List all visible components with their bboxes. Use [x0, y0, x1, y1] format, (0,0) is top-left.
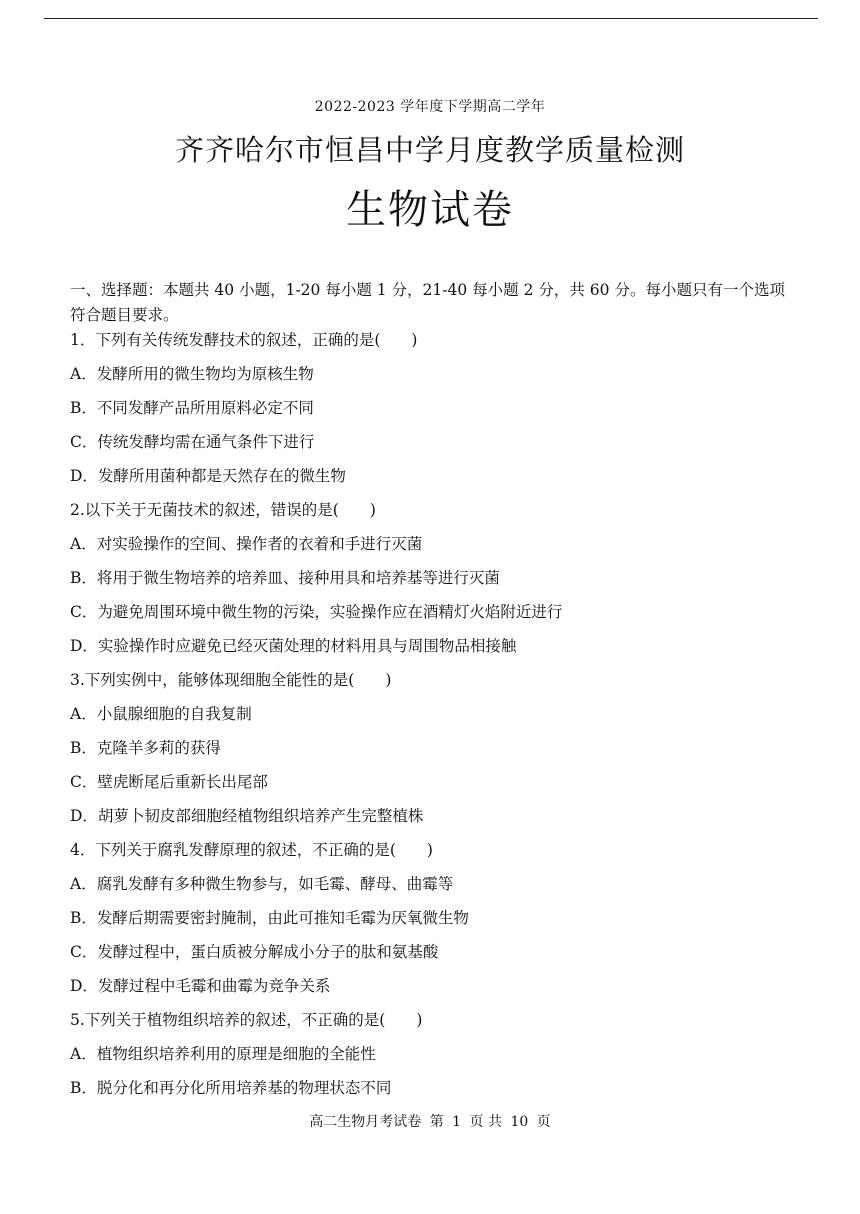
question-3 — [70, 668, 810, 838]
footer-course: 高二生物月考试卷 — [309, 1114, 422, 1130]
footer-page-suffix: 页 — [536, 1114, 551, 1130]
school-year: 2022-2023 学年度下学期高二学年 — [314, 99, 546, 115]
option-b: B．脱分化和再分化所用培养基的物理状态不同 — [70, 1079, 392, 1097]
option-c: C．传统发酵均需在通气条件下进行 — [70, 433, 315, 451]
option-d: D．发酵过程中毛霉和曲霉为竞争关系 — [70, 977, 331, 995]
question-stem: 4．下列关于腐乳发酵原理的叙述，不正确的是( ) — [70, 841, 433, 859]
subject-title: 生物试卷 — [346, 187, 514, 233]
page-footer — [0, 1111, 860, 1131]
option-b: B．发酵后期需要密封腌制，由此可推知毛霉为厌氧微生物 — [70, 909, 469, 927]
option-d: D．实验操作时应避免已经灭菌处理的材料用具与周围物品相接触 — [70, 637, 517, 655]
option-b: B．将用于微生物培养的培养皿、接种用具和培养基等进行灭菌 — [70, 569, 500, 587]
option-a: A．发酵所用的微生物均为原核生物 — [70, 365, 314, 383]
question-stem: 3.下列实例中，能够体现细胞全能性的是( ) — [70, 671, 392, 689]
option-c: C．为避免周围环境中微生物的污染，实验操作应在酒精灯火焰附近进行 — [70, 603, 563, 621]
option-a: A．植物组织培养利用的原理是细胞的全能性 — [70, 1045, 376, 1063]
option-d: D．胡萝卜韧皮部细胞经植物组织培养产生完整植株 — [70, 807, 424, 825]
option-b: B．不同发酵产品所用原料必定不同 — [70, 399, 314, 417]
section-instruction: 一、选择题：本题共 40 小题，1-20 每小题 1 分，21-40 每小题 2 分，共 60 分。每小题只有一个选项符合题目要求。 — [70, 281, 785, 324]
question-2 — [70, 498, 810, 668]
question-stem: 2.以下关于无菌技术的叙述，错误的是( ) — [70, 501, 376, 519]
question-5 — [70, 1008, 810, 1110]
footer-page-prefix: 第 — [429, 1114, 444, 1130]
question-list — [70, 328, 810, 1110]
option-a: A．对实验操作的空间、操作者的衣着和手进行灭菌 — [70, 535, 423, 553]
option-a: A．小鼠腺细胞的自我复制 — [70, 705, 252, 723]
question-stem: 5.下列关于植物组织培养的叙述，不正确的是( ) — [70, 1011, 423, 1029]
question-1 — [70, 328, 810, 498]
option-d: D．发酵所用菌种都是天然存在的微生物 — [70, 467, 346, 485]
footer-page-mid: 页 共 — [469, 1114, 502, 1130]
option-c: C．发酵过程中，蛋白质被分解成小分子的肽和氨基酸 — [70, 943, 439, 961]
footer-total-pages: 10 — [510, 1114, 529, 1130]
exam-title: 齐齐哈尔市恒昌中学月度教学质量检测 — [174, 133, 685, 167]
option-b: B．克隆羊多莉的获得 — [70, 739, 221, 757]
option-a: A．腐乳发酵有多种微生物参与，如毛霉、酵母、曲霉等 — [70, 875, 454, 893]
header-rule — [44, 18, 818, 19]
question-4 — [70, 838, 810, 1008]
option-c: C．壁虎断尾后重新长出尾部 — [70, 773, 268, 791]
question-stem: 1．下列有关传统发酵技术的叙述，正确的是( ) — [70, 331, 418, 349]
footer-page-number: 1 — [452, 1114, 462, 1130]
